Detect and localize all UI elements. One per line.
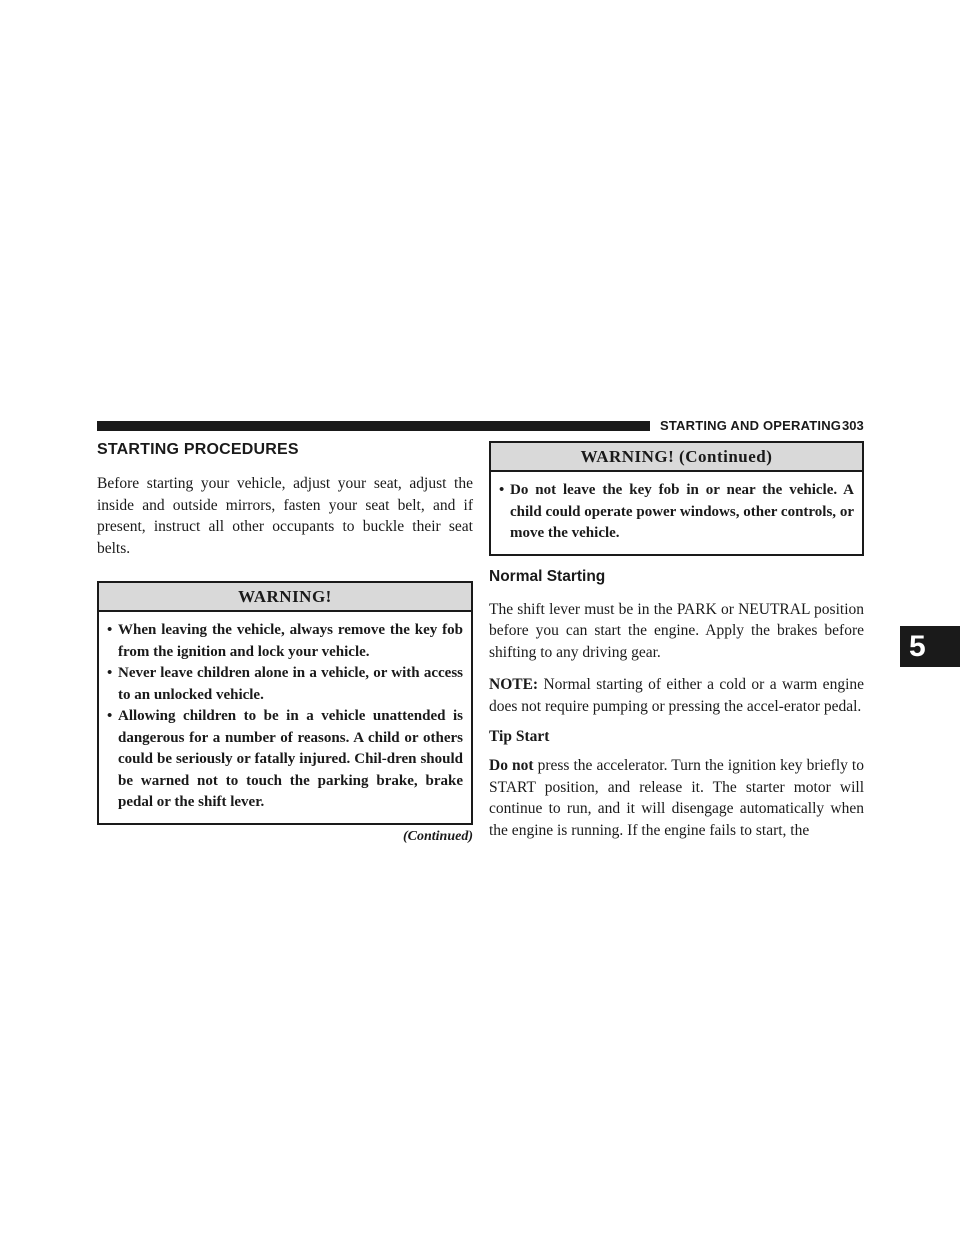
warning-title: WARNING! (Continued)	[491, 443, 862, 472]
do-not-label: Do not	[489, 757, 534, 774]
shift-lever-paragraph: The shift lever must be in the PARK or NEUTRAL position before you can start the engine. Apply the brakes before shifting to any driving gear.	[489, 600, 864, 661]
running-header-title: STARTING AND OPERATING	[660, 418, 842, 433]
warning-body	[99, 612, 471, 823]
continued-label: (Continued)	[402, 828, 473, 844]
note-label: NOTE:	[489, 676, 539, 693]
header-rule	[97, 421, 650, 431]
bullet-icon: •	[499, 482, 505, 498]
intro-paragraph: Before starting your vehicle, adjust your seat, adjust the inside and outside mirrors, fasten your seat belt, and if present, instruct all other occupants to buckle their seat belts.	[97, 475, 473, 557]
right-column	[489, 441, 864, 852]
note-paragraph: NOTE: Normal starting of either a cold or a warm engine does not require pumping or pressing the accel-erator pedal.	[489, 676, 864, 715]
warning-item: • Do not leave the key fob in or near the vehicle. A child could operate power windows, other controls, or move the vehicle.	[499, 480, 854, 545]
chapter-tab: 5	[900, 626, 960, 667]
warning-item: • Allowing children to be in a vehicle unattended is dangerous for a number of reasons. A child or others could be seriously or fatally injured. Chil-dren should be warned not to touch the parking brake, brake pedal or the shift lever.	[107, 706, 463, 814]
warning-item: • When leaving the vehicle, always remove the key fob from the ignition and lock your vehicle.	[107, 620, 463, 663]
left-column	[97, 441, 473, 845]
warning-box	[97, 581, 473, 825]
subsection-heading: Normal Starting	[489, 567, 606, 585]
warning-title: WARNING!	[99, 583, 471, 612]
tip-start-heading: Tip Start	[489, 728, 550, 745]
tip-start-paragraph: Do not press the accelerator. Turn the ignition key briefly to START position, and release it. The starter motor will continue to run, and it will disengage automatically when the engine is running. If the engine fails to start, the	[489, 757, 864, 839]
warning-item: • Never leave children alone in a vehicle, or with access to an unlocked vehicle.	[107, 663, 463, 706]
section-heading: STARTING PROCEDURES	[97, 441, 299, 458]
bullet-icon: •	[107, 665, 113, 681]
bullet-icon: •	[107, 708, 113, 724]
warning-box-continued	[489, 441, 864, 556]
bullet-icon: •	[107, 622, 113, 638]
page-number: 303	[842, 418, 864, 433]
warning-body	[491, 472, 862, 554]
